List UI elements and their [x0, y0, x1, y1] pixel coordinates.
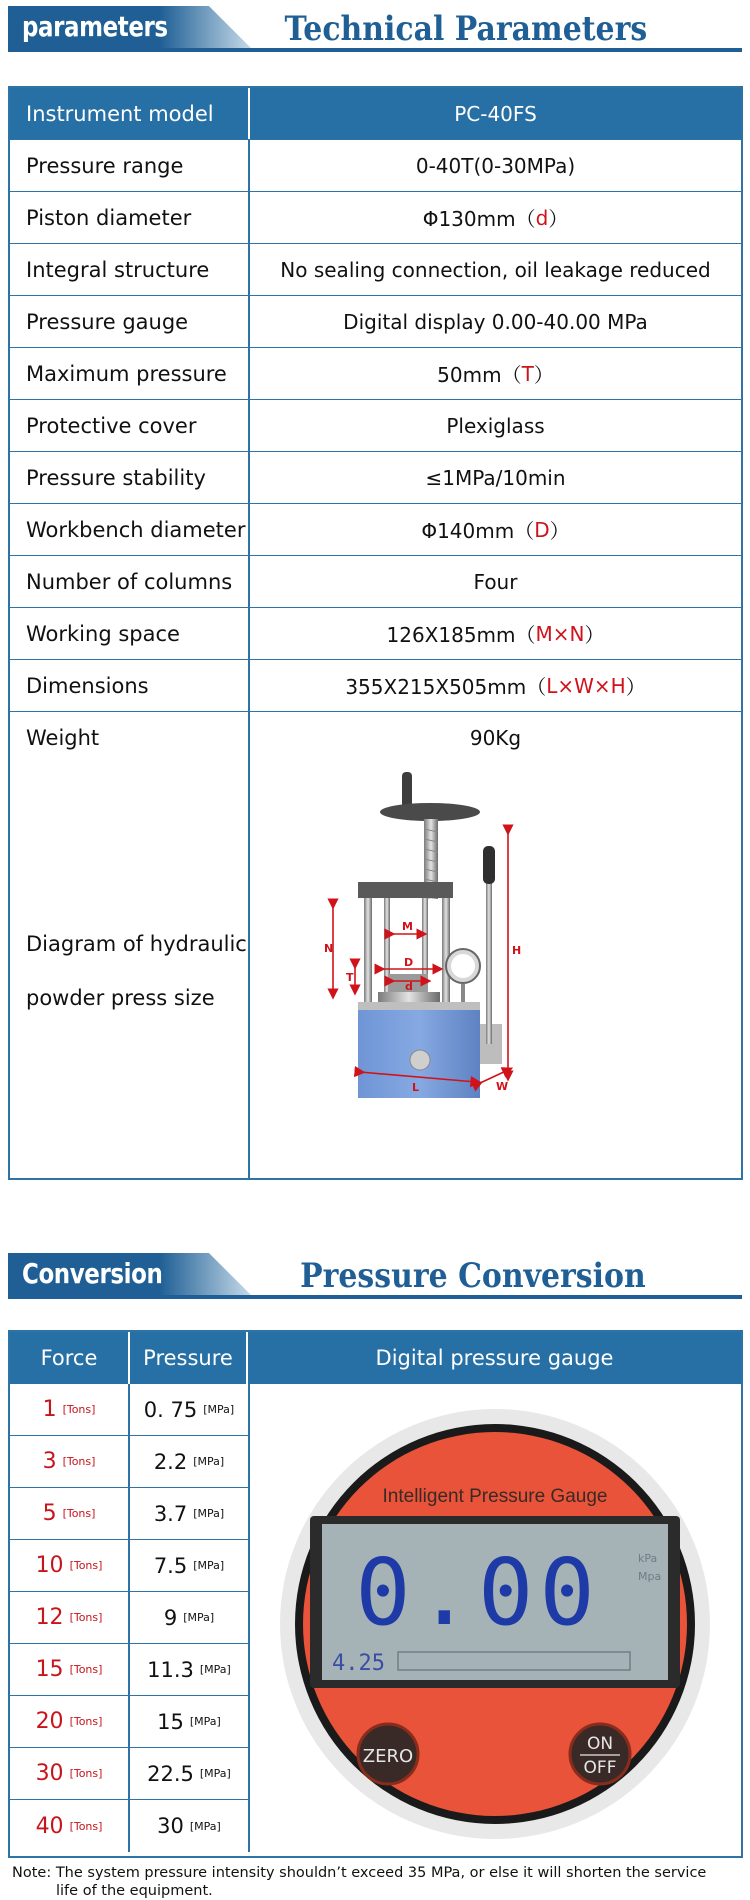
pressure-value: 11.3: [147, 1657, 194, 1682]
dim-label-n: N: [324, 942, 334, 955]
param-dimension-mark: d: [535, 205, 549, 230]
pressure-value: 3.7: [153, 1501, 188, 1526]
force-cell: [10, 1436, 130, 1487]
param-value-text: Plexiglass: [446, 413, 545, 438]
param-value: [250, 192, 741, 243]
table-row: [10, 556, 741, 608]
pressure-cell: [130, 1436, 250, 1487]
force-value: 30: [35, 1761, 64, 1786]
force-unit: [Tons]: [62, 1403, 96, 1416]
table-row: [10, 400, 741, 452]
power-button-off-label: OFF: [583, 1758, 617, 1778]
pressure-cell: [130, 1540, 250, 1591]
param-label: Working space: [10, 608, 250, 659]
note-line2: life of the equipment.: [56, 1883, 213, 1899]
lever-grip: [483, 846, 495, 884]
table-row: [10, 452, 741, 504]
force-cell: [10, 1384, 130, 1435]
param-value-suffix: ）: [548, 207, 569, 231]
table-row: [10, 1592, 250, 1644]
param-label: Integral structure: [10, 244, 250, 295]
force-unit: [Tons]: [69, 1715, 103, 1728]
param-value: [250, 296, 741, 347]
table-row: [10, 1540, 250, 1592]
param-label: Pressure gauge: [10, 296, 250, 347]
lcd-unit-top: kPa: [638, 1552, 658, 1565]
pressure-value: 15: [157, 1709, 184, 1734]
param-value-text: 50mm（: [437, 363, 522, 387]
table-row: [10, 140, 741, 192]
force-unit: [Tons]: [62, 1507, 96, 1520]
param-value-suffix: ）: [584, 623, 605, 647]
param-value-suffix: ）: [533, 363, 554, 387]
dim-label-h: H: [512, 944, 522, 957]
pressure-cell: [130, 1800, 250, 1852]
force-unit: [Tons]: [69, 1559, 103, 1572]
header-gauge: Digital pressure gauge: [375, 1346, 614, 1370]
force-cell: [10, 1748, 130, 1799]
param-dimension-mark: D: [534, 517, 550, 542]
pressure-cell: [130, 1644, 250, 1695]
press-diagram: [250, 764, 741, 1178]
table-header-row: [10, 1332, 741, 1384]
diagram-row: [10, 764, 741, 1178]
pressure-cell: [130, 1696, 250, 1747]
force-cell: [10, 1696, 130, 1747]
force-cell: [10, 1644, 130, 1695]
dim-label-d-upper: D: [404, 956, 414, 969]
table-header-row: [10, 88, 741, 140]
param-value: [250, 140, 741, 191]
zero-button-label: ZERO: [362, 1746, 414, 1767]
diagram-label: [10, 764, 250, 1178]
pressure-conversion-table: [8, 1330, 743, 1858]
hydraulic-press-illustration: [250, 764, 741, 1178]
top-plate: [358, 882, 453, 898]
param-value: [250, 348, 741, 399]
pressure-unit: [MPa]: [189, 1819, 221, 1833]
param-label: Protective cover: [10, 400, 250, 451]
table-row: [10, 608, 741, 660]
param-value: [250, 452, 741, 503]
section-tab-label: parameters: [22, 10, 168, 43]
param-label: Pressure range: [10, 140, 250, 191]
pressure-unit: [MPa]: [193, 1507, 225, 1520]
param-value: [250, 400, 741, 451]
pressure-cell: [130, 1748, 250, 1799]
dim-label-t: T: [346, 971, 354, 984]
pressure-cell: [130, 1384, 250, 1435]
gauge-brand-text: Intelligent Pressure Gauge: [382, 1486, 608, 1507]
force-unit: [Tons]: [69, 1767, 103, 1780]
dim-label-d-lower: d: [405, 980, 413, 993]
force-value: 5: [42, 1501, 57, 1526]
table-row: [10, 1748, 250, 1800]
force-value: 10: [35, 1553, 64, 1578]
header-value: PC-40FS: [454, 101, 537, 126]
param-value-text: 90Kg: [469, 726, 522, 750]
table-row: [10, 660, 741, 712]
header-pressure: Pressure: [130, 1332, 248, 1384]
param-dimension-mark: M×N: [535, 621, 585, 646]
param-value-text: ≤1MPa/10min: [425, 465, 566, 490]
diagram-label-line1: Diagram of hydraulic: [26, 932, 247, 956]
param-value-text: Four: [473, 569, 518, 594]
param-value: [250, 244, 741, 295]
force-cell: [10, 1800, 130, 1852]
force-unit: [Tons]: [69, 1819, 103, 1833]
param-value: [250, 608, 741, 659]
force-value: 15: [35, 1657, 64, 1682]
force-unit: [Tons]: [69, 1663, 103, 1676]
pressure-value: 30: [157, 1814, 184, 1838]
force-value: 1: [42, 1397, 57, 1422]
handwheel: [380, 803, 480, 821]
digital-gauge-image: [250, 1384, 741, 1856]
force-cell: [10, 1592, 130, 1643]
pressure-unit: [MPa]: [193, 1455, 225, 1468]
force-value: 20: [35, 1709, 64, 1734]
param-value: [250, 556, 741, 607]
power-button-on-label: ON: [586, 1734, 614, 1754]
force-value: 3: [42, 1449, 57, 1474]
lcd-reading: 0.00: [355, 1539, 601, 1646]
param-value-suffix: ）: [625, 675, 646, 699]
technical-parameters-table: [8, 86, 743, 1180]
header-force: Force: [10, 1332, 130, 1384]
param-dimension-mark: T: [521, 361, 534, 386]
force-cell: [10, 1488, 130, 1539]
param-dimension-mark: L×W×H: [546, 673, 626, 698]
conversion-section-header: [8, 1253, 742, 1299]
pressure-value: 22.5: [147, 1761, 194, 1786]
pressure-unit: [MPa]: [189, 1715, 221, 1728]
param-label: Pressure stability: [10, 452, 250, 503]
param-value-suffix: ）: [549, 519, 570, 543]
param-label: Dimensions: [10, 660, 250, 711]
param-value: [250, 712, 741, 764]
header-label: Instrument model: [10, 88, 250, 139]
force-cell: [10, 1540, 130, 1591]
dim-label-m: M: [402, 920, 413, 933]
force-unit: [Tons]: [69, 1611, 103, 1624]
table-row: [10, 348, 741, 400]
table-row: [10, 1384, 250, 1436]
dim-label-w: W: [496, 1080, 509, 1093]
parameters-section-header: [8, 6, 742, 52]
pressure-unit: [MPa]: [199, 1767, 231, 1780]
param-value-text: 0-40T(0-30MPa): [415, 153, 576, 178]
force-unit: [Tons]: [62, 1455, 96, 1468]
param-value: [250, 504, 741, 555]
pressure-value: 9: [163, 1605, 178, 1630]
pressure-value: 0. 75: [143, 1397, 198, 1422]
pressure-cell: [130, 1592, 250, 1643]
pressure-unit: [MPa]: [203, 1403, 235, 1416]
pressure-cell: [130, 1488, 250, 1539]
table-row: [10, 1800, 250, 1852]
note-line1: Note: The system pressure intensity shouldn’t exceed 35 MPa, or else it will shorten the service: [12, 1865, 707, 1881]
param-value-text: Digital display 0.00-40.00 MPa: [343, 309, 648, 334]
section-title: Technical Parameters: [284, 9, 647, 49]
param-value-text: Φ140mm（: [421, 519, 535, 543]
param-value-text: 355X215X505mm（: [345, 675, 547, 699]
digital-gauge-illustration: [250, 1384, 741, 1856]
param-value-text: Φ130mm（: [422, 207, 536, 231]
dim-label-l: L: [412, 1081, 420, 1094]
param-label: Workbench diameter: [10, 504, 250, 555]
param-label: Number of columns: [10, 556, 250, 607]
pressure-unit: [MPa]: [183, 1611, 215, 1624]
table-row: [10, 712, 741, 764]
table-row: [10, 1488, 250, 1540]
pressure-value: 7.5: [153, 1553, 188, 1578]
table-row: [10, 296, 741, 348]
table-row: [10, 1436, 250, 1488]
force-value: 40: [35, 1813, 64, 1839]
service-note: [12, 1864, 742, 1900]
table-row: [10, 244, 741, 296]
force-value: 12: [35, 1605, 64, 1630]
param-value: [250, 660, 741, 711]
table-row: [10, 192, 741, 244]
lcd-sub-reading: 4.25: [332, 1651, 385, 1676]
table-row: [10, 504, 741, 556]
param-label: Maximum pressure: [10, 348, 250, 399]
param-value-text: 126X185mm（: [386, 623, 536, 647]
param-label: Weight: [10, 712, 250, 764]
table-row: [10, 1644, 250, 1696]
section-tab-label: Conversion: [22, 1257, 163, 1290]
table-row: [10, 1696, 250, 1748]
pressure-unit: [MPa]: [199, 1663, 231, 1676]
param-label: Piston diameter: [10, 192, 250, 243]
section-title: Pressure Conversion: [300, 1256, 646, 1296]
pressure-value: 2.2: [153, 1449, 188, 1474]
pressure-unit: [MPa]: [193, 1559, 225, 1572]
lcd-unit-bottom: Mpa: [638, 1570, 662, 1583]
param-value-text: No sealing connection, oil leakage reduced: [280, 257, 711, 282]
diagram-label-line2: powder press size: [26, 986, 215, 1010]
release-valve-knob: [410, 1050, 430, 1070]
